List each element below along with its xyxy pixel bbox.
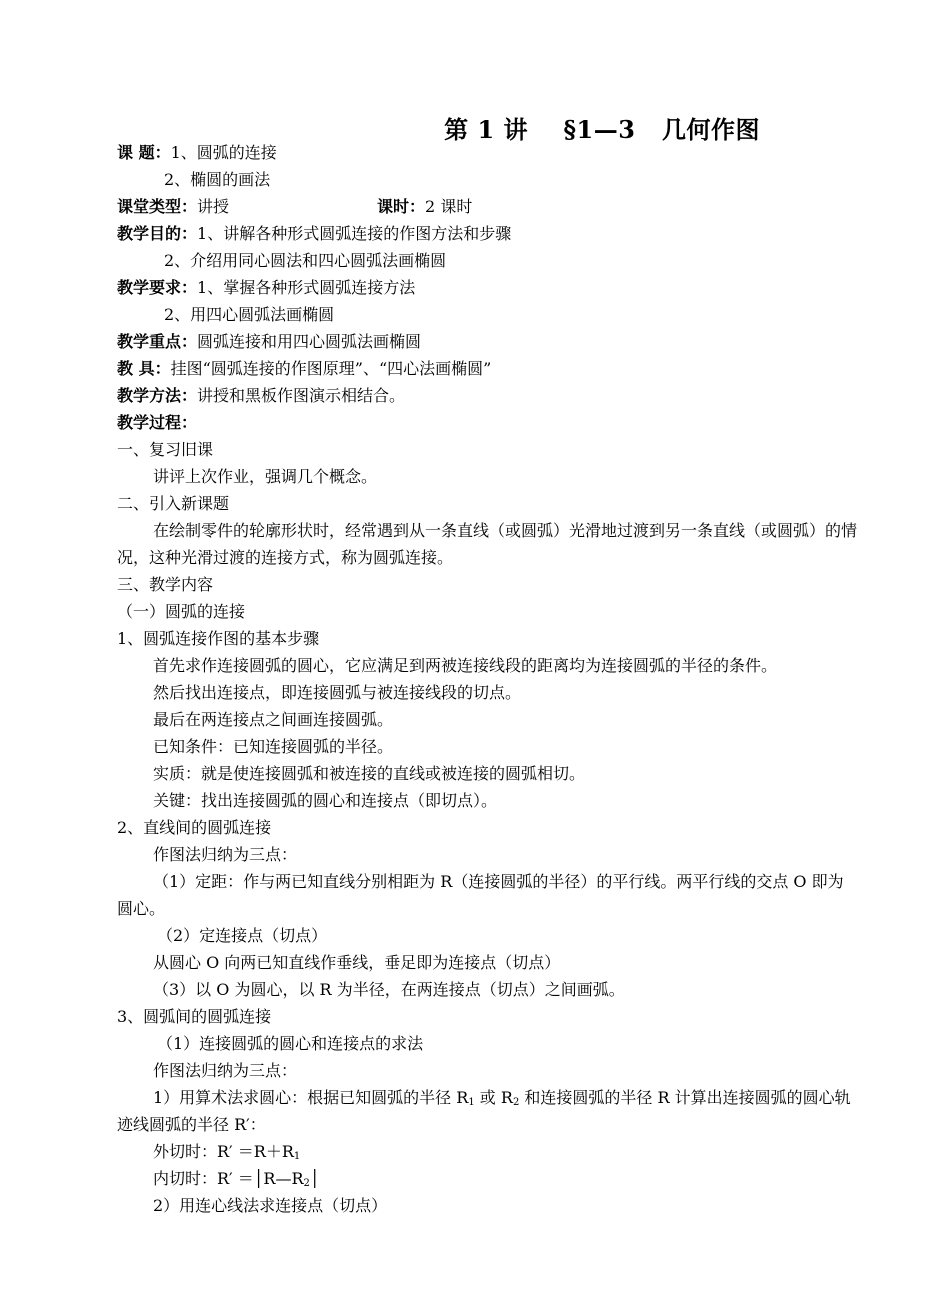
point-3-c [117, 1084, 857, 1138]
point-2-b: （1）定距：作与两已知直线分别相距为 R（连接圆弧的半径）的平行线。两平行线的交点 O 即为圆心。 [117, 872, 844, 918]
point-3-d [117, 1138, 857, 1165]
req-label: 教学要求： [117, 278, 198, 297]
point-3-d-text: 外切时：R′ ＝R＋R [153, 1142, 294, 1161]
req-1: 1、掌握各种形式圆弧连接方法 [197, 278, 416, 297]
point-3-title: 3、圆弧间的圆弧连接 [117, 1007, 272, 1026]
point-3-e-text: 内切时：R′ ＝│R—R [153, 1169, 304, 1188]
topic-label: 课 题： [117, 143, 171, 162]
point-1-a: 首先求作连接圆弧的圆心，它应满足到两被连接线段的距离均为连接圆弧的半径的条件。 [153, 656, 778, 675]
topic-2: 2、椭圆的画法 [164, 170, 271, 189]
topic-1: 1、圆弧的连接 [170, 143, 277, 162]
point-3-b: 作图法归纳为三点： [153, 1061, 298, 1080]
point-2-c: （2）定连接点（切点） [157, 926, 328, 945]
tools-label: 教 具： [117, 359, 171, 378]
point-3-e-bar: │ [309, 1169, 320, 1188]
point-1-b: 然后找出连接点，即连接圆弧与被连接线段的切点。 [153, 683, 522, 702]
section-review-text: 讲评上次作业，强调几个概念。 [153, 467, 378, 486]
key-label: 教学重点： [117, 332, 198, 351]
document-body [117, 139, 857, 1219]
point-1-d: 已知条件：已知连接圆弧的半径。 [153, 737, 394, 756]
point-3-a: （1）连接圆弧的圆心和连接点的求法 [157, 1034, 424, 1053]
point-2-a: 作图法归纳为三点： [153, 845, 298, 864]
goal-2: 2、介绍用同心圆法和四心圆弧法画椭圆 [164, 251, 447, 270]
req-row [117, 274, 857, 301]
point-3-c-sub1: 1 [468, 1097, 475, 1108]
goal-label: 教学目的： [117, 224, 198, 243]
tools-value: 挂图“圆弧连接的作图原理”、“四心法画椭圆” [170, 359, 492, 378]
type-row [117, 193, 857, 220]
point-1-e: 实质：就是使连接圆弧和被连接的直线或被连接的圆弧相切。 [153, 764, 586, 783]
point-1-title: 1、圆弧连接作图的基本步骤 [117, 629, 320, 648]
point-3-f: 2）用连心线法求连接点（切点） [153, 1196, 388, 1215]
point-2-title: 2、直线间的圆弧连接 [117, 818, 272, 837]
method-row [117, 382, 857, 409]
point-2-e: （3）以 O 为圆心，以 R 为半径，在两连接点（切点）之间画弧。 [153, 980, 625, 999]
point-3-d-sub: 1 [293, 1151, 301, 1162]
section-intro-text: 在绘制零件的轮廓形状时，经常遇到从一条直线（或圆弧）光滑地过渡到另一条直线（或圆弧）的情况，这种光滑过渡的连接方式，称为圆弧连接。 [117, 521, 858, 567]
point-3-c-part1: 1）用算术法求圆心：根据已知圆弧的半径 R [153, 1088, 469, 1107]
point-3-c-sub2: 2 [512, 1097, 520, 1108]
point-3-e-sub: 2 [303, 1178, 310, 1189]
method-label: 教学方法： [117, 386, 198, 405]
point-1-c: 最后在两连接点之间画连接圆弧。 [153, 710, 394, 729]
goal-1: 1、讲解各种形式圆弧连接的作图方法和步骤 [197, 224, 512, 243]
section-content-title: 三、教学内容 [117, 575, 214, 594]
key-row [117, 328, 857, 355]
point-2-d: 从圆心 O 向两已知直线作垂线，垂足即为连接点（切点） [153, 953, 561, 972]
tools-row [117, 355, 857, 382]
type-value: 讲授 [197, 197, 230, 216]
method-value: 讲授和黑板作图演示相结合。 [197, 386, 406, 405]
point-1-f: 关键：找出连接圆弧的圆心和连接点（即切点）。 [153, 791, 498, 810]
subsection-arc-connection: （一）圆弧的连接 [117, 602, 246, 621]
point-3-c-part3: 和连接圆弧的半径 R 计算出连接圆弧的圆心轨迹线圆弧的半径 R′： [117, 1088, 851, 1134]
process-label: 教学过程： [117, 413, 198, 432]
topic-row [117, 139, 857, 166]
req-2: 2、用四心圆弧法画椭圆 [164, 305, 335, 324]
page-title: 第 1 讲 §1—3 几何作图 [444, 115, 760, 144]
section-review-title: 一、复习旧课 [117, 440, 214, 459]
type-label: 课堂类型： [117, 197, 198, 216]
hours-label: 课时： [377, 197, 426, 216]
point-3-e [117, 1165, 857, 1192]
key-value: 圆弧连接和用四心圆弧法画椭圆 [197, 332, 422, 351]
point-3-c-part2: 或 R [474, 1088, 513, 1107]
section-intro-title: 二、引入新课题 [117, 494, 230, 513]
hours-value: 2 课时 [425, 197, 473, 216]
goal-row [117, 220, 857, 247]
